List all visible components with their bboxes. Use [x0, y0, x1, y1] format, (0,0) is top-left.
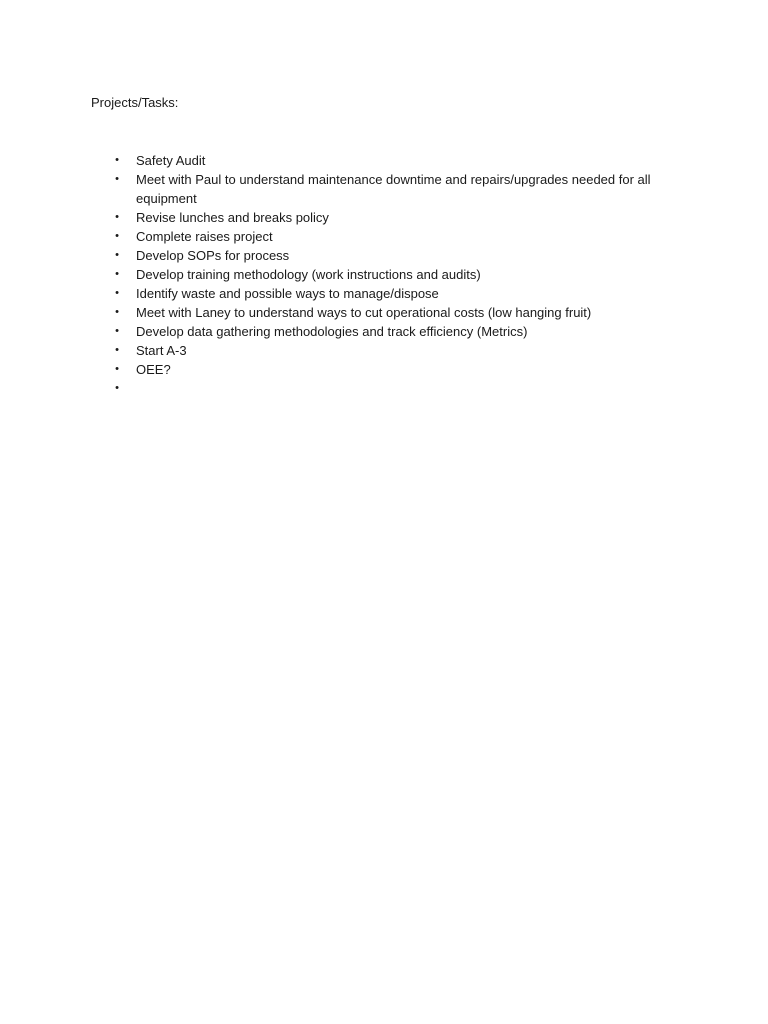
task-item [112, 151, 672, 170]
task-text: Meet with Paul to understand maintenance downtime and repairs/upgrades needed for all equipment [136, 172, 651, 206]
bullet-icon: • [115, 268, 119, 280]
task-item [112, 341, 672, 360]
bullet-icon: • [115, 173, 119, 185]
task-text: Meet with Laney to understand ways to cut operational costs (low hanging fruit) [136, 305, 592, 320]
task-item [112, 227, 672, 246]
task-text: OEE? [136, 362, 171, 377]
bullet-icon: • [115, 154, 119, 166]
task-text: Develop training methodology (work instructions and audits) [136, 267, 481, 282]
bullet-icon: • [115, 325, 119, 337]
task-item [112, 284, 672, 303]
task-item [112, 208, 672, 227]
bullet-icon: • [115, 230, 119, 242]
task-item [112, 170, 672, 208]
task-text: Start A-3 [136, 343, 187, 358]
bullet-icon: • [115, 287, 119, 299]
bullet-icon: • [115, 382, 119, 394]
bullet-icon: • [115, 363, 119, 375]
task-text: Develop SOPs for process [136, 248, 290, 263]
task-item [112, 322, 672, 341]
task-item [112, 246, 672, 265]
bullet-icon: • [115, 306, 119, 318]
task-text: Identify waste and possible ways to manage/dispose [136, 286, 439, 301]
bullet-icon: • [115, 344, 119, 356]
bullet-icon: • [115, 211, 119, 223]
task-item [112, 303, 672, 322]
task-item [112, 265, 672, 284]
task-text: Safety Audit [136, 153, 206, 168]
task-text: Revise lunches and breaks policy [136, 210, 329, 225]
task-list [112, 151, 672, 398]
document-heading: Projects/Tasks: [91, 95, 179, 110]
task-text: Develop data gathering methodologies and track efficiency (Metrics) [136, 324, 528, 339]
bullet-icon: • [115, 249, 119, 261]
task-text: Complete raises project [136, 229, 273, 244]
task-item [112, 360, 672, 379]
task-item-empty [112, 379, 672, 398]
